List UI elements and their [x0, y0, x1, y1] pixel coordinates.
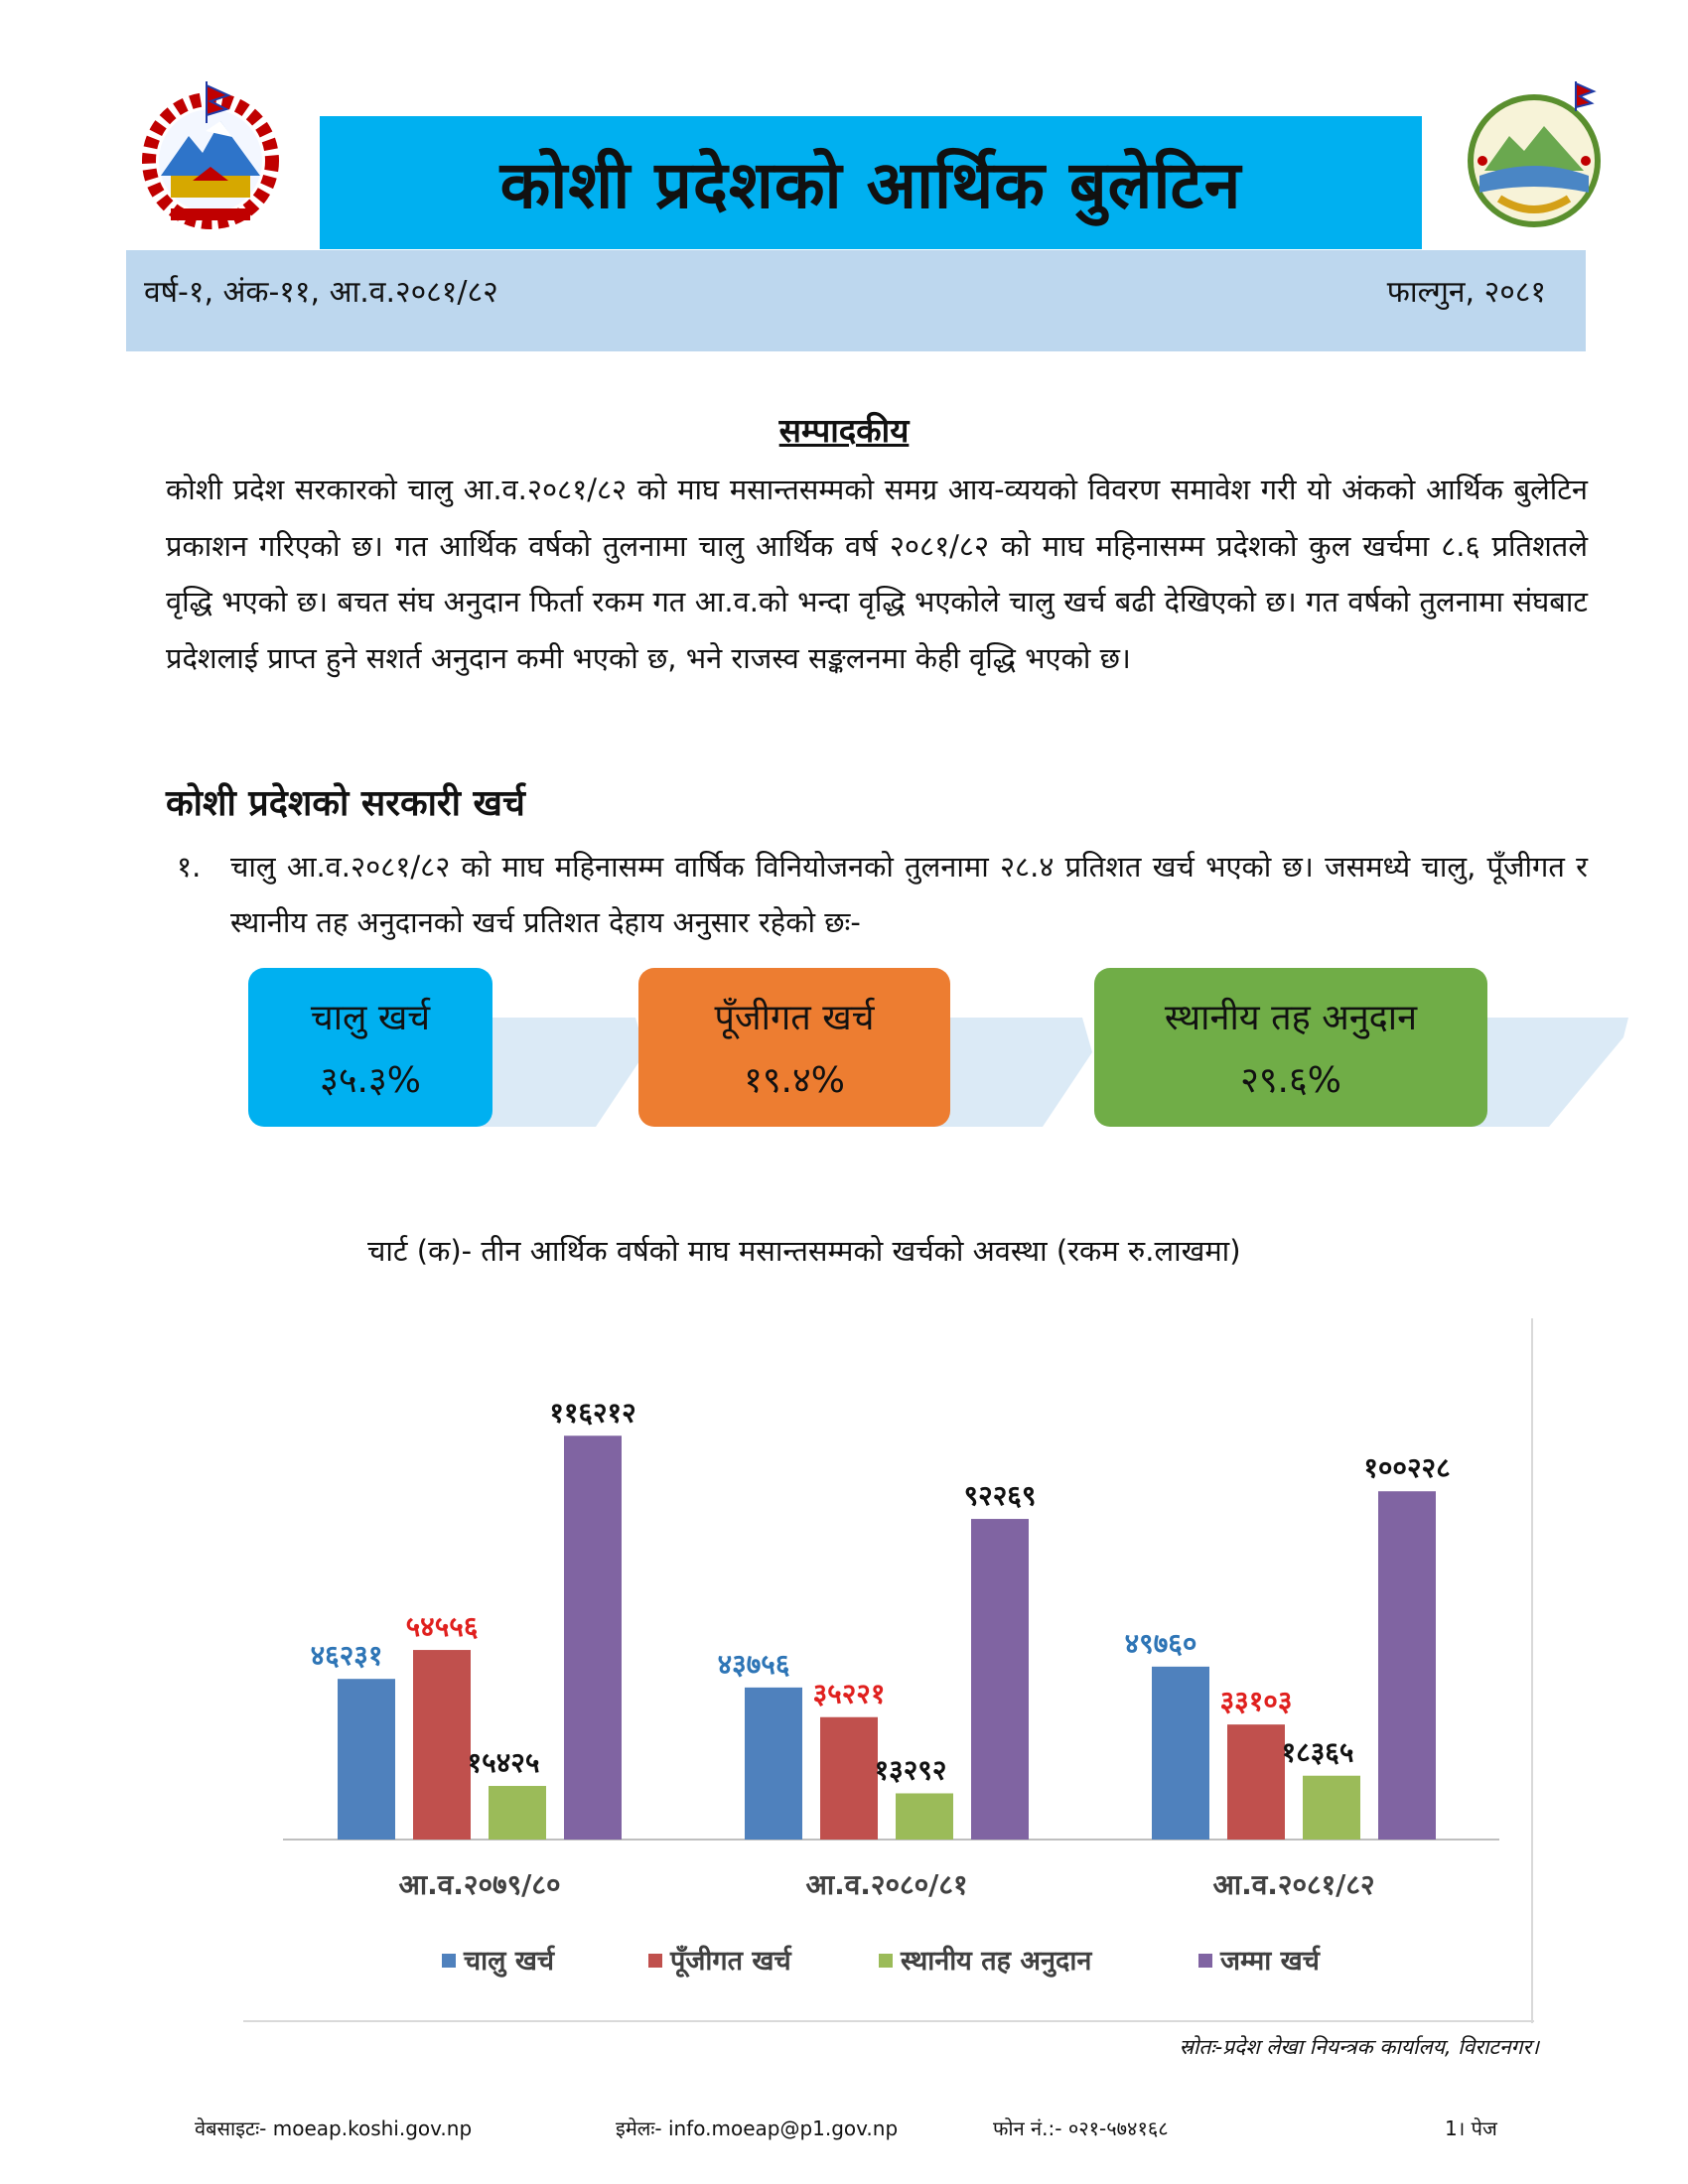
bulletin-title-bar [320, 116, 1422, 249]
local-grant-label: स्थानीय तह अनुदान [1164, 998, 1418, 1038]
expense-callouts [0, 958, 1688, 1137]
issue-info-bar [126, 250, 1586, 351]
current-expense-box [248, 968, 492, 1127]
bar-value-label: ३३१०३ [1219, 1685, 1293, 1718]
chart-bar [820, 1717, 878, 1840]
bulletin-title: कोशी प्रदेशको आर्थिक बुलेटिन [499, 147, 1242, 223]
footer-phone: फोन नं.:- ०२१-५७४१६८ [993, 2116, 1169, 2140]
legend-label: चालु खर्च [464, 1946, 555, 1977]
bar-value-label: ४६२३१ [310, 1639, 383, 1673]
x-tick-label: आ.व.२०८०/८१ [805, 1868, 968, 1901]
issue-date: फाल्गुन, २०८१ [1386, 275, 1546, 310]
local-grant-box [1094, 968, 1487, 1127]
capital-expense-box [638, 968, 950, 1127]
bar-value-label: ४९७६० [1124, 1626, 1197, 1660]
bar-value-label: १३२९२ [874, 1753, 947, 1787]
bar-value-label: ५४५५६ [405, 1610, 479, 1644]
bar-value-label: ९२२६९ [963, 1479, 1037, 1513]
legend-label: स्थानीय तह अनुदान [901, 1946, 1092, 1977]
x-tick-label: आ.व.२०७९/८० [398, 1868, 561, 1901]
local-grant-percent: २९.६% [1240, 1060, 1341, 1101]
chart-title: चार्ट (क)- तीन आर्थिक वर्षको माघ मसान्तसम्मको खर्चको अवस्था (रकम रु.लाखमा) [367, 1234, 1241, 1268]
bar-value-label: ४३७५६ [717, 1647, 790, 1681]
point-number: १. [177, 850, 202, 884]
current-expense-label: चालु खर्च [310, 998, 431, 1038]
legend-swatch [648, 1954, 662, 1968]
expense-bar-chart [243, 1318, 1534, 2023]
point-text: चालु आ.व.२०८१/८२ को माघ महिनासम्म वार्षिक विनियोजनको तुलनामा २८.४ प्रतिशत खर्च भएको छ। जसमध्ये चालु, पूँजीगत र स्थानीय तह अनुदानको खर्च प्रतिशत देहाय अनुसार रहेको छः- [230, 850, 1588, 939]
bar-value-label: १५४२५ [467, 1746, 540, 1780]
footer-page-number: 1। पेज [1445, 2116, 1497, 2140]
chart-bar [1303, 1776, 1360, 1840]
capital-expense-percent: १९.४% [744, 1060, 845, 1101]
chart-bar [1152, 1667, 1209, 1840]
issue-number: वर्ष-१, अंक-११, आ.व.२०८१/८२ [144, 275, 498, 310]
section-heading: कोशी प्रदेशको सरकारी खर्च [166, 783, 525, 824]
chart-bar [413, 1650, 471, 1840]
chart-bar [338, 1679, 395, 1840]
footer-website: वेबसाइटः- moeap.koshi.gov.np [195, 2116, 473, 2140]
bar-value-label: १८३६५ [1281, 1735, 1354, 1769]
footer-email: इमेलः- info.moeap@p1.gov.np [616, 2116, 899, 2140]
chart-svg [243, 1318, 1534, 2023]
bar-value-label: ३५२२१ [812, 1677, 886, 1710]
expense-point [177, 839, 1588, 950]
chart-bar [489, 1786, 546, 1840]
editorial-body: कोशी प्रदेश सरकारको चालु आ.व.२०८१/८२ को माघ मसान्तसम्मको समग्र आय-व्ययको विवरण समावेश गरी यो अंकको आर्थिक बुलेटिन प्रकाशन गरिएको छ। गत आर्थिक वर्षको तुलनामा चालु आर्थिक वर्ष २०८१/८२ को माघ महिनासम्म प्रदेशको कुल खर्चमा ८.६ प्रतिशतले वृद्धि भएको छ। बचत संघ अनुदान फिर्ता रकम गत आ.व.को भन्दा वृद्धि भएकोले चालु खर्च बढी देखिएको छ। गत वर्षको तुलनामा संघबाट प्रदेशलाई प्राप्त हुने सशर्त अनुदान कमी भएको छ, भने राजस्व सङ्कलनमा केही वृद्धि भएको छ। [166, 473, 1588, 675]
chart-bar [1378, 1491, 1436, 1840]
chart-bar [564, 1435, 622, 1840]
x-tick-label: आ.व.२०८१/८२ [1212, 1868, 1375, 1901]
chart-bar [745, 1688, 802, 1840]
legend-swatch [1198, 1954, 1212, 1968]
bar-value-label: ११६२१२ [549, 1396, 636, 1430]
legend-swatch [442, 1954, 456, 1968]
capital-expense-label: पूँजीगत खर्च [714, 998, 875, 1038]
chart-bar [971, 1519, 1029, 1840]
legend-label: पूँजीगत खर्च [670, 1946, 791, 1977]
nepal-government-emblem-icon [111, 81, 310, 230]
bar-value-label: १००२२८ [1363, 1451, 1451, 1485]
editorial-heading: सम्पादकीय [778, 411, 910, 450]
source-note: स्रोतः-प्रदेश लेखा नियन्त्रक कार्यालय, विराटनगर। [1179, 2035, 1539, 2059]
legend-swatch [879, 1954, 893, 1968]
koshi-province-emblem-icon [1445, 81, 1623, 230]
chart-bar [896, 1793, 953, 1840]
chart-bar [1227, 1724, 1285, 1840]
current-expense-percent: ३५.३% [320, 1060, 421, 1101]
legend-label: जम्मा खर्च [1220, 1946, 1320, 1977]
